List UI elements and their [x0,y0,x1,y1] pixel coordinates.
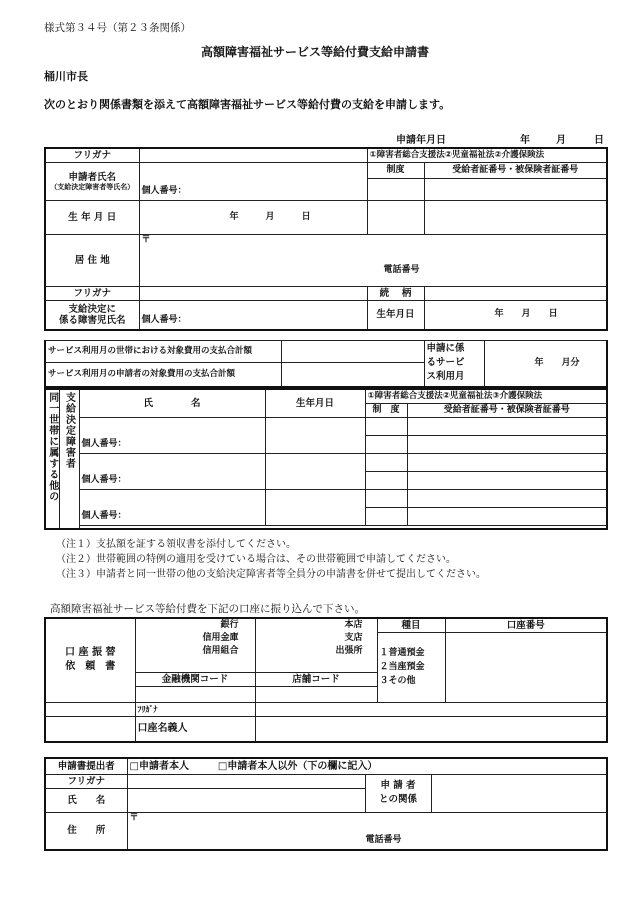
note-3: （注３）申請者と同一世帯の他の支給決定障害者等全員分の申請書を併せて提出してください。 [56,569,486,580]
branch-code-label: 店舗コード [255,672,377,686]
member-2-name[interactable]: 個人番号： [79,453,265,489]
phone-label: 電話番号 [383,264,420,275]
child-name-field[interactable]: 個人番号： [139,300,367,330]
account-holder-field[interactable] [255,716,607,742]
application-date-label: 申請年月日 [396,135,446,146]
bank-code-label: 金融機関コード [135,672,255,686]
account-number-field[interactable] [445,632,607,702]
household-laws-label: ①障害者総合支援法②児童福祉法③介護保険法 [365,389,607,403]
form-number: 様式第３４号（第２３条関係） [44,22,191,34]
addressee: 桶川市長 [44,70,88,83]
applicant-name-label: 申請者氏名 （支給決定障害者等氏名） [45,162,139,200]
child-furigana-label: フリガナ [45,286,139,300]
account-kind-options[interactable]: １普通預金 ２当座預金 ３その他 [377,632,445,702]
relation-to-applicant-label: 申 請 者 との関係 [365,774,431,812]
member-1-system[interactable] [365,417,407,435]
submitter-furigana-field[interactable] [127,774,365,788]
applicant-total-field[interactable] [281,363,424,387]
household-side-label-2: 支給決定障害者 [59,389,79,529]
applicant-name-field[interactable] [139,162,367,200]
applicant-table [44,147,608,331]
cert-number-label: 受給者証番号・被保険者証番号 [424,162,607,178]
note-1: （注１）支払額を証する領収書を添付してください。 [56,539,296,550]
submitter-options [127,758,607,774]
member-3-name[interactable]: 個人番号： [79,489,265,525]
child-birthdate-label: 生年月日 [367,300,424,330]
member-3-birth[interactable] [265,489,365,525]
household-table [44,388,608,530]
furigana-label: フリガナ [45,148,139,162]
submitter-phone-label: 電話番号 [365,834,402,845]
option-self-checkbox[interactable]: □申請者本人 [129,760,189,772]
branch-code-field[interactable] [255,686,377,702]
member-1-birth[interactable] [265,417,365,453]
relation-to-applicant-field[interactable] [431,774,607,812]
account-holder-label: 口座名義人 [135,716,255,742]
birthdate-label: 生 年 月 日 [45,200,139,234]
personal-number-label: 個人番号： [141,185,187,196]
account-number-label: 口座番号 [445,618,607,632]
submitter-name-field[interactable] [127,788,365,812]
submitter-address-field[interactable] [127,812,607,850]
totals-table [44,340,608,388]
option-other-checkbox[interactable]: □申請者本人以外（下の欄に記入） [217,760,378,772]
date-month-unit: 月 [556,135,566,146]
submitter-name-label: 氏 名 [45,788,127,812]
submitter-postal-mark: 〒 [129,812,139,823]
system-field-2[interactable] [367,200,424,234]
member-2-birth[interactable] [265,453,365,489]
note-2: （注２）世帯範囲の特例の適用を受けている場合は、その世帯範囲で申請してください。 [56,554,456,565]
furigana-field[interactable] [139,148,367,162]
member-2-system[interactable] [365,453,407,471]
member-3-system[interactable] [365,489,407,507]
household-total-label: サービス利用月の世帯における対象費用の支払合計額 [45,341,281,363]
address-field[interactable] [139,234,607,286]
child-birthdate-field[interactable]: 年 月 日 [424,300,607,330]
postal-mark: 〒 [141,234,151,245]
date-year-unit: 年 [520,135,530,146]
member-1-name[interactable]: 個人番号： [79,417,265,453]
service-month-field[interactable]: 年 月分 [484,341,607,387]
cert-number-field-2[interactable] [424,200,607,234]
member-3-cert[interactable] [407,489,607,507]
applicant-total-label: サービス利用月の申請者の対象費用の支払合計額 [45,363,281,387]
child-furigana-field[interactable] [139,286,367,300]
service-month-label: 申請に係 るサービ ス利用月 [424,341,484,387]
intro-text: 次のとおり関係書類を添えて高額障害福祉サービス等給付費の支給を申請します。 [44,98,451,111]
household-system-label: 制 度 [365,403,407,417]
branch-name-field[interactable]: 本店 支店 出張所 [255,618,377,672]
household-total-field[interactable] [281,341,424,363]
date-day-unit: 日 [594,135,604,146]
bank-table [44,617,608,743]
child-name-label: 支給決定に 係る障害児氏名 [45,300,139,330]
holder-furigana-label: ﾌﾘｶﾞﾅ [135,702,255,716]
transfer-request-label: 口 座 振 替 依 頼 書 [45,618,135,702]
bank-instruction: 高額障害福祉サービス等給付費を下記の口座に振り込んで下さい。 [50,603,365,615]
submitter-furigana-label: フリガナ [45,774,127,788]
household-cert-label: 受給者証番号・被保険者証番号 [407,403,607,417]
address-label: 居 住 地 [45,234,139,286]
submitter-address-label: 住 所 [45,812,127,850]
system-label: 制度 [367,162,424,178]
household-name-header: 氏 名 [79,389,265,417]
relation-field[interactable] [424,286,607,300]
submitter-label: 申請書提出者 [45,758,127,774]
member-2-cert[interactable] [407,453,607,471]
relation-label: 続 柄 [367,286,424,300]
household-birth-header: 生年月日 [265,389,365,417]
page-title: 高額障害福祉サービス等給付費支給申請書 [200,45,429,59]
laws-label: ①障害者総合支援法②児童福祉法②介護保険法 [367,148,607,162]
member-1-cert[interactable] [407,417,607,435]
bank-code-field[interactable] [135,686,255,702]
bank-name-field[interactable]: 銀行 信用金庫 信用組合 [135,618,255,672]
holder-furigana-field[interactable] [255,702,607,716]
submitter-table [44,757,608,851]
household-side-label: 同一世帯に属する他の [45,389,59,529]
system-field[interactable] [367,178,424,200]
account-kind-label: 種目 [377,618,445,632]
birthdate-field[interactable]: 年 月 日 [139,200,367,234]
cert-number-field[interactable] [424,178,607,200]
